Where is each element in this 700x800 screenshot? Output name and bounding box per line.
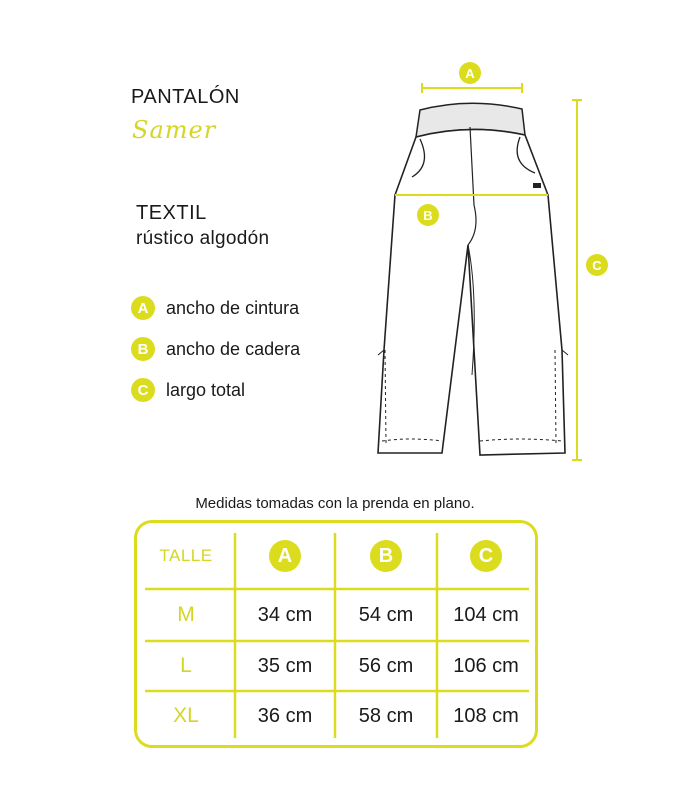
header-col-a	[235, 523, 335, 589]
measure-a	[422, 62, 522, 93]
diagram-label-c: C	[592, 258, 602, 273]
row-m-b: 54 cm	[358, 603, 414, 626]
header-col-c	[437, 523, 535, 589]
row-m-size: M	[177, 603, 195, 626]
pants-diagram	[370, 55, 630, 475]
header-badge-a: A	[269, 540, 301, 572]
brand-logo: Samer	[132, 116, 217, 144]
row-m-a: 34 cm	[257, 603, 313, 626]
page-title: PANTALÓN	[131, 86, 240, 108]
pants-outline	[378, 129, 565, 455]
material-description: rústico algodón	[136, 228, 270, 249]
measurement-legend	[131, 296, 300, 419]
legend-text-a: ancho de cintura	[166, 297, 300, 318]
legend-badge-c: C	[131, 378, 155, 402]
material-label: TEXTIL	[136, 202, 207, 224]
diagram-label-b: B	[423, 208, 433, 223]
row-l-a: 35 cm	[257, 654, 313, 677]
header-badge-c: C	[470, 540, 502, 572]
legend-item-a	[131, 296, 300, 320]
row-l-c: 106 cm	[453, 654, 519, 677]
header-col-b	[335, 523, 437, 589]
header-badge-b: B	[370, 540, 402, 572]
measurement-note: Medidas tomadas con la prenda en plano.	[195, 495, 475, 512]
legend-badge-a: A	[131, 296, 155, 320]
row-xl-c: 108 cm	[453, 704, 519, 727]
measure-c	[572, 100, 608, 460]
legend-text-b: ancho de cadera	[166, 338, 301, 359]
row-xl-size: XL	[173, 704, 199, 727]
size-table	[134, 520, 538, 748]
header-size: TALLE	[159, 546, 213, 565]
diagram-label-a: A	[465, 66, 475, 81]
row-xl-b: 58 cm	[358, 704, 414, 727]
legend-item-b	[131, 337, 300, 361]
row-l-b: 56 cm	[358, 654, 414, 677]
row-l-size: L	[180, 654, 192, 677]
legend-item-c	[131, 378, 300, 402]
row-m-c: 104 cm	[453, 603, 519, 626]
row-xl-a: 36 cm	[257, 704, 313, 727]
legend-text-c: largo total	[166, 379, 246, 400]
legend-badge-b: B	[131, 337, 155, 361]
